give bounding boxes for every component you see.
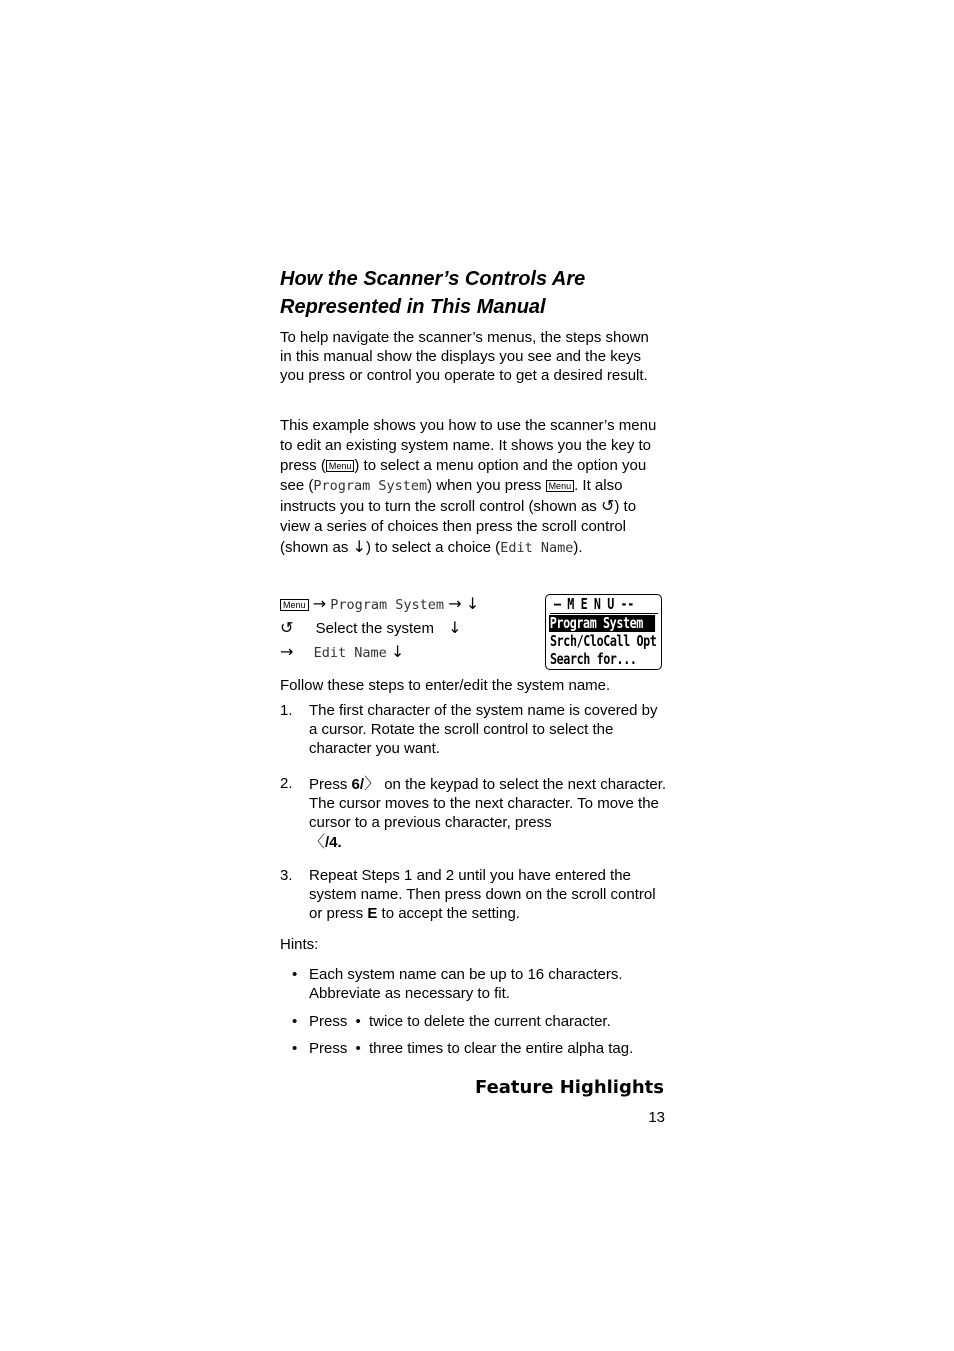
down-arrow-icon: ↓ — [352, 537, 366, 556]
rotate-icon: ↺ — [280, 618, 294, 637]
step-row-1: Menu → Program System → ↓ — [280, 594, 479, 615]
rotate-icon: ↺ — [600, 496, 615, 515]
key-4: /4. — [325, 834, 342, 851]
section-title — [280, 265, 680, 321]
key-6: 6/ — [351, 776, 365, 793]
right-arrow-icon: → — [312, 594, 327, 613]
right-chevron-icon: 〉 — [364, 774, 381, 793]
lcd-line-3: Srch/CloCall Opt — [550, 632, 657, 650]
lcd-text-program-system: Program System — [313, 478, 428, 494]
footer-section-title: Feature Highlights — [475, 1077, 664, 1098]
menu-key-icon: Menu — [280, 599, 309, 611]
example-paragraph: This example shows you how to use the scanner’s menu to edit an existing system name. It shows you the key to press ( Menu ) to select a menu option and the option you see (Program System) when you press Menu . It also instructs you to turn the scroll control (shown as ↺) to view a series of choices then press the scroll control (shown as ↓) to select a choice (Edit Name). — [280, 417, 657, 556]
dot-key-icon: • — [355, 1040, 361, 1057]
right-arrow-icon: → — [280, 642, 294, 661]
step-row-2: ↺ Select the system ↓ — [280, 618, 462, 637]
down-arrow-icon: ↓ — [465, 594, 480, 613]
bullet: • — [292, 1013, 298, 1030]
lcd-line-2-highlighted: Program System — [549, 615, 655, 632]
dot-key-icon: • — [355, 1013, 361, 1030]
lcd-text-edit-name: Edit Name — [500, 540, 574, 556]
menu-key-icon: Menu — [546, 480, 575, 492]
bullet: • — [292, 966, 298, 983]
follow-paragraph: Follow these steps to enter/edit the system name. — [280, 677, 611, 694]
section-title-line1: How the Scanner’s Controls Are — [280, 268, 586, 290]
down-arrow-icon: ↓ — [448, 618, 462, 637]
bullet: • — [292, 1040, 298, 1057]
menu-key-icon: Menu — [326, 460, 355, 472]
lcd-line-1: — M E N U -- — [554, 595, 634, 613]
right-arrow-icon: → — [448, 594, 462, 613]
key-e: E — [367, 905, 378, 922]
hints-label: Hints: — [280, 936, 319, 953]
down-arrow-icon: ↓ — [390, 642, 405, 661]
intro-paragraph: To help navigate the scanner’s menus, the steps shown in this manual show the displays you see and the keys you press or control you operate to get a desired result. — [280, 329, 649, 384]
lcd-display — [545, 594, 662, 670]
section-title-line2: Represented in This Manual — [280, 296, 546, 318]
left-chevron-icon: 〈 — [309, 832, 326, 851]
page-number: 13 — [648, 1109, 665, 1126]
step-row-3: → Edit Name ↓ — [280, 642, 405, 661]
lcd-line-4: Search for... — [550, 650, 637, 668]
